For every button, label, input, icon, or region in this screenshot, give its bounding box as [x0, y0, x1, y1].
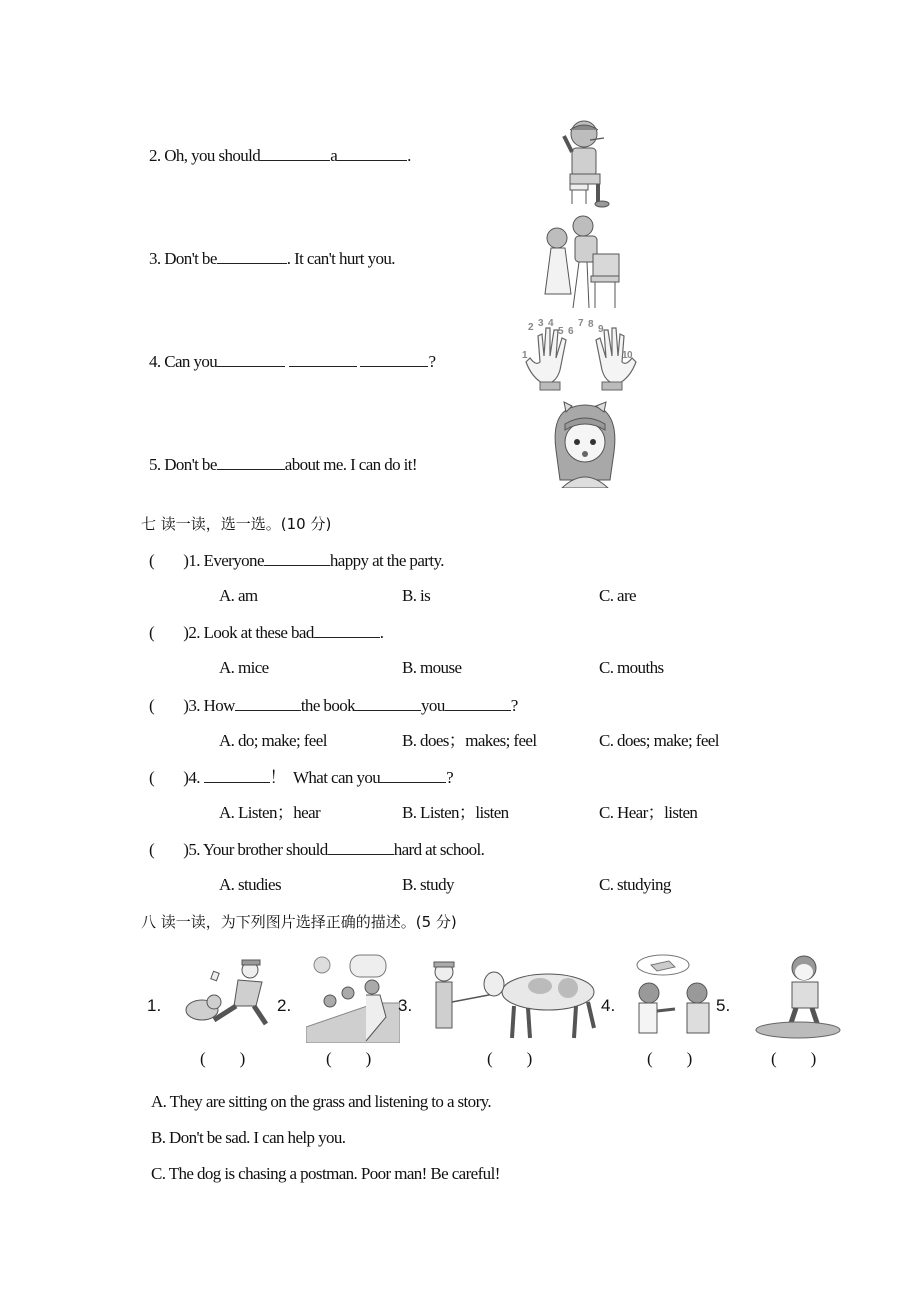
option-a[interactable]: A. am: [219, 586, 258, 605]
picture-answer-paren-3[interactable]: ( ): [487, 1049, 533, 1068]
option-c[interactable]: C. are: [599, 586, 636, 605]
description-b: B. Don't be sad. I can help you.: [151, 1128, 346, 1147]
question-blank: [380, 767, 446, 783]
picture-label-4: 4.: [601, 996, 616, 1015]
item-number: 4.: [149, 352, 161, 371]
question-blank: [235, 695, 301, 711]
boy-in-mud-picture: [752, 952, 844, 1042]
svg-text:6: 6: [568, 326, 573, 337]
svg-text:3: 3: [538, 318, 543, 329]
option-a[interactable]: A. mice: [219, 658, 269, 677]
option-c[interactable]: C. Hear；listen: [599, 803, 698, 822]
svg-text:10: 10: [622, 350, 632, 361]
answer-blank[interactable]: [360, 351, 428, 367]
picture-answer-paren-4[interactable]: ( ): [647, 1049, 693, 1068]
question-blank: [264, 550, 330, 566]
svg-text:1: 1: [522, 350, 527, 361]
option-c[interactable]: C. studying: [599, 875, 671, 894]
option-b[interactable]: B. does；makes; feel: [402, 731, 537, 750]
mc-question-1: ( )1. Everyone happy at the party.: [149, 551, 444, 570]
section-7-heading: 七 读一读，选一选。(10 分): [141, 515, 332, 533]
svg-text:7: 7: [578, 318, 583, 329]
item-number: 5.: [149, 455, 161, 474]
fill-in-item-5: 5. Don't be about me. I can do it!: [149, 455, 417, 474]
answer-blank[interactable]: [217, 454, 285, 470]
boy-pulling-cow-picture: [428, 958, 604, 1042]
option-a[interactable]: A. do; make; feel: [219, 731, 327, 750]
mc-question-4: ( )4. ！ What can you ?: [149, 768, 454, 787]
item-number: 2.: [149, 146, 161, 165]
answer-blank[interactable]: [217, 248, 287, 264]
answer-paren[interactable]: ( ): [149, 696, 189, 715]
dog-chasing-postman-picture: [178, 958, 274, 1032]
option-a[interactable]: A. studies: [219, 875, 282, 894]
answer-blank[interactable]: [217, 351, 285, 367]
picture-label-2: 2.: [277, 996, 292, 1015]
section-8-heading: 八 读一读，为下列图片选择正确的描述。(5 分): [141, 913, 457, 931]
svg-text:2: 2: [528, 322, 533, 333]
picture-answer-paren-2[interactable]: ( ): [326, 1049, 372, 1068]
option-b[interactable]: B. mouse: [402, 658, 462, 677]
item-number: 3.: [149, 249, 161, 268]
description-a: A. They are sitting on the grass and listening to a story.: [151, 1092, 492, 1111]
picture-label-5: 5.: [716, 996, 731, 1015]
fill-in-item-3: 3. Don't be . It can't hurt you.: [149, 249, 395, 268]
picture-label-3: 3.: [398, 996, 413, 1015]
mc-question-3: ( )3. How the book you ?: [149, 696, 518, 715]
question-blank: [328, 839, 394, 855]
family-on-grass-picture: [306, 953, 400, 1043]
option-b[interactable]: B. is: [402, 586, 431, 605]
two-boys-pointing-picture: [633, 953, 723, 1043]
answer-paren[interactable]: ( ): [149, 623, 189, 642]
boy-girl-dog-picture: [543, 214, 623, 310]
answer-blank[interactable]: [260, 145, 330, 161]
svg-text:4: 4: [548, 318, 553, 329]
answer-paren[interactable]: ( ): [149, 840, 189, 859]
svg-text:9: 9: [598, 324, 603, 335]
answer-paren[interactable]: ( ): [149, 768, 189, 787]
sick-boy-thermometer-picture: [560, 118, 616, 210]
mc-question-5: ( )5. Your brother should hard at school.: [149, 840, 485, 859]
question-blank: [355, 695, 421, 711]
question-blank: [204, 767, 270, 783]
answer-paren[interactable]: ( ): [149, 551, 189, 570]
option-c[interactable]: C. mouths: [599, 658, 664, 677]
picture-answer-paren-5[interactable]: ( ): [771, 1049, 817, 1068]
question-blank: [445, 695, 511, 711]
mc-question-2: ( )2. Look at these bad .: [149, 623, 384, 642]
option-b[interactable]: B. study: [402, 875, 454, 894]
option-b[interactable]: B. Listen；listen: [402, 803, 509, 822]
svg-text:5: 5: [558, 326, 563, 337]
counting-hands-picture: [522, 318, 640, 394]
fill-in-item-2: 2. Oh, you should a .: [149, 146, 411, 165]
svg-text:8: 8: [588, 319, 593, 330]
picture-label-1: 1.: [147, 996, 162, 1015]
description-c: C. The dog is chasing a postman. Poor man! Be careful!: [151, 1164, 500, 1183]
option-a[interactable]: A. Listen；hear: [219, 803, 321, 822]
item-text: Oh, you should: [164, 146, 261, 165]
option-c[interactable]: C. does; make; feel: [599, 731, 719, 750]
answer-blank[interactable]: [337, 145, 407, 161]
picture-answer-paren-1[interactable]: ( ): [200, 1049, 246, 1068]
fill-in-item-4: 4. Can you ?: [149, 352, 436, 371]
girl-worried-picture: [548, 400, 622, 488]
question-blank: [314, 622, 380, 638]
answer-blank[interactable]: [289, 351, 357, 367]
